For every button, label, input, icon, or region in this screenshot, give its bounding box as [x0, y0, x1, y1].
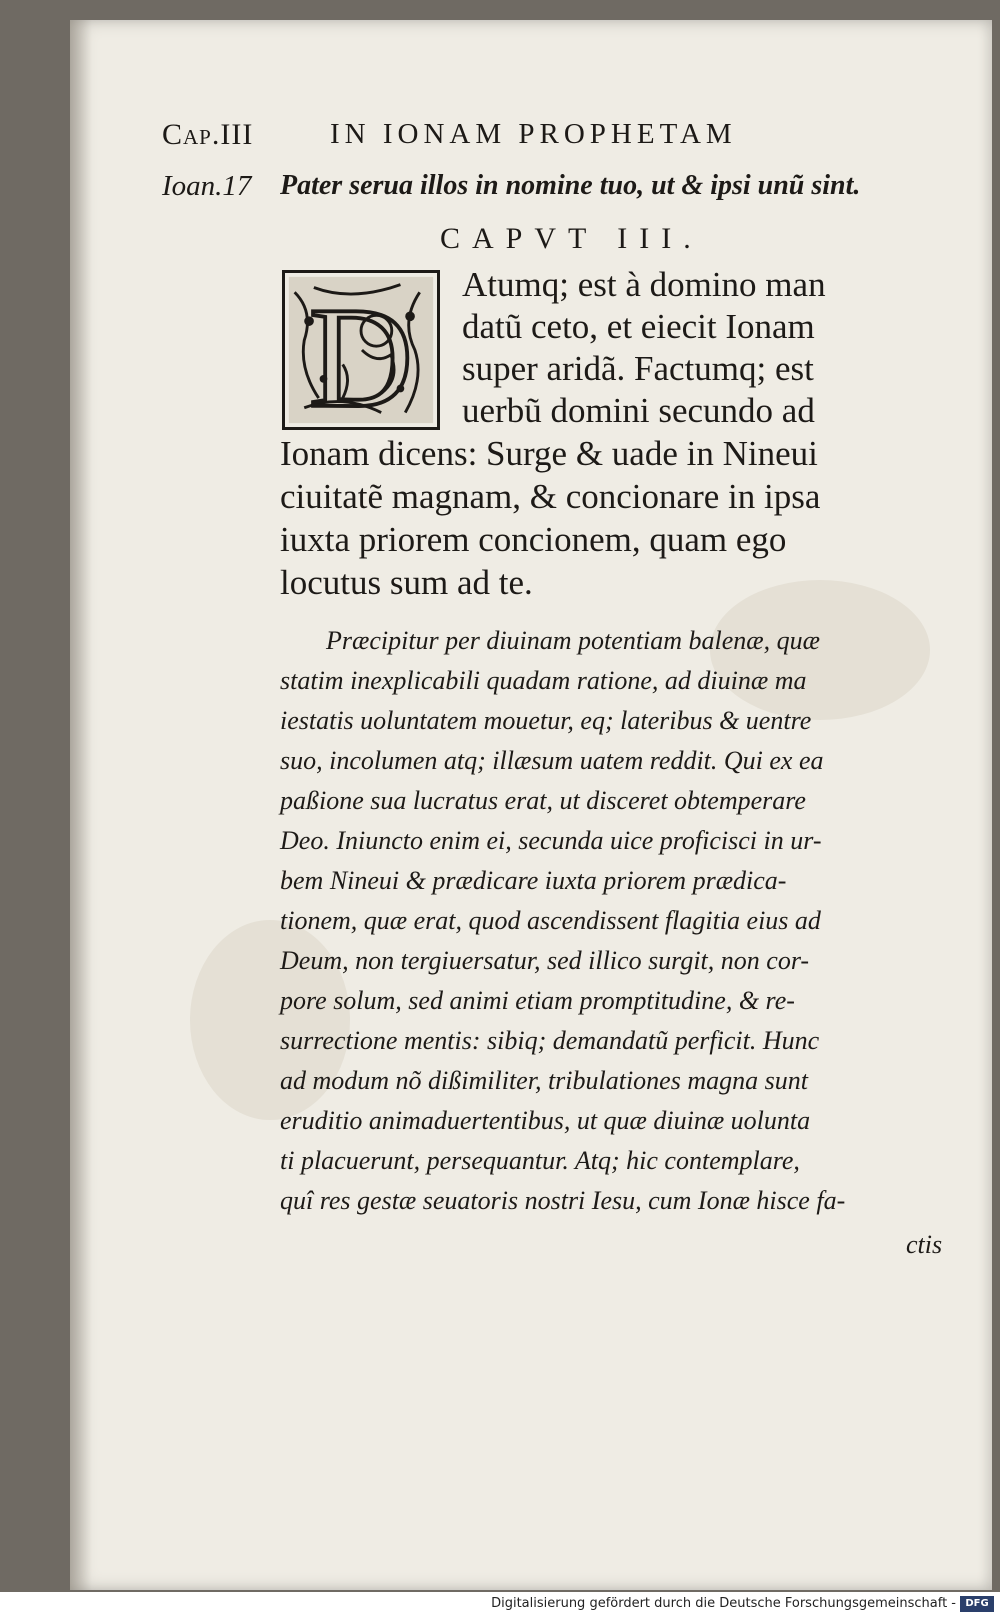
- commentary-line: bem Nineui & prædicare iuxta priorem prædica-: [280, 866, 787, 895]
- body-line: uerbũ domini secundo ad: [462, 391, 815, 430]
- initial-letter: D: [308, 277, 414, 427]
- commentary-line: ti placuerunt, persequantur. Atq; hic contemplare,: [280, 1146, 800, 1175]
- running-head: [162, 118, 922, 160]
- body-line: datũ ceto, et eiecit Ionam: [462, 307, 815, 346]
- catchword: ctis: [906, 1230, 943, 1259]
- commentary-line: paßione sua lucratus erat, ut disceret obtemperare: [280, 786, 806, 815]
- chapter-label: Cap.III: [162, 118, 254, 151]
- woodcut-initial-illustration: [285, 273, 437, 427]
- commentary-line: suo, incolumen atq; illæsum uatem reddit. Qui ex ea: [280, 746, 824, 775]
- body-line: Ionam dicens: Surge & uade in Nineui: [280, 434, 818, 473]
- commentary-line: pore solum, sed animi etiam promptitudine, & re-: [280, 986, 795, 1015]
- commentary-line: eruditio animaduertentibus, ut quæ diuinæ uolunta: [280, 1106, 811, 1135]
- commentary-line: Deum, non tergiuersatur, sed illico surgit, non cor-: [280, 946, 810, 975]
- digitization-footer: [0, 1592, 1000, 1618]
- commentary-line: quî res gestæ seuatoris nostri Iesu, cum Ionæ hisce fa-: [280, 1186, 846, 1215]
- commentary-line: statim inexplicabili quadam ratione, ad diuinæ ma: [280, 666, 807, 695]
- decorated-initial: [282, 270, 440, 430]
- footer-credit: Digitalisierung gefördert durch die Deutsche Forschungsgemeinschaft -: [491, 1596, 956, 1611]
- commentary-line: Deo. Iniuncto enim ei, secunda uice proficisci in ur-: [280, 826, 822, 855]
- body-line: Atumq; est à domino man: [462, 265, 826, 304]
- commentary-line: Præcipitur per diuinam potentiam balenæ, quæ: [326, 626, 820, 655]
- commentary-line: tionem, quæ erat, quod ascendissent flagitia eius ad: [280, 906, 821, 935]
- commentary-line: iestatis uoluntatem mouetur, eq; lateribus & uentre: [280, 706, 812, 735]
- reference-quote: Pater serua illos in nomine tuo, ut & ipsi unũ sint.: [280, 170, 861, 201]
- body-line: iuxta priorem concionem, quam ego: [280, 520, 787, 559]
- body-line: ciuitatẽ magnam, & concionare in ipsa: [280, 477, 821, 516]
- body-line: super aridã. Factumq; est: [462, 349, 814, 388]
- running-title: IN IONAM PROPHETAM: [330, 118, 737, 150]
- dfg-logo-icon: DFG: [960, 1596, 994, 1612]
- chapter-title: CAPVT III.: [440, 222, 703, 255]
- marginal-reference: Ioan.17: [162, 170, 252, 202]
- commentary-line: ad modum nõ dißimiliter, tribulationes magna sunt: [280, 1066, 808, 1095]
- gutter-shadow: [70, 20, 92, 1590]
- body-line: locutus sum ad te.: [280, 563, 533, 602]
- commentary-line: surrectione mentis: sibiq; demandatũ perficit. Hunc: [280, 1026, 820, 1055]
- reference-line: [162, 170, 922, 210]
